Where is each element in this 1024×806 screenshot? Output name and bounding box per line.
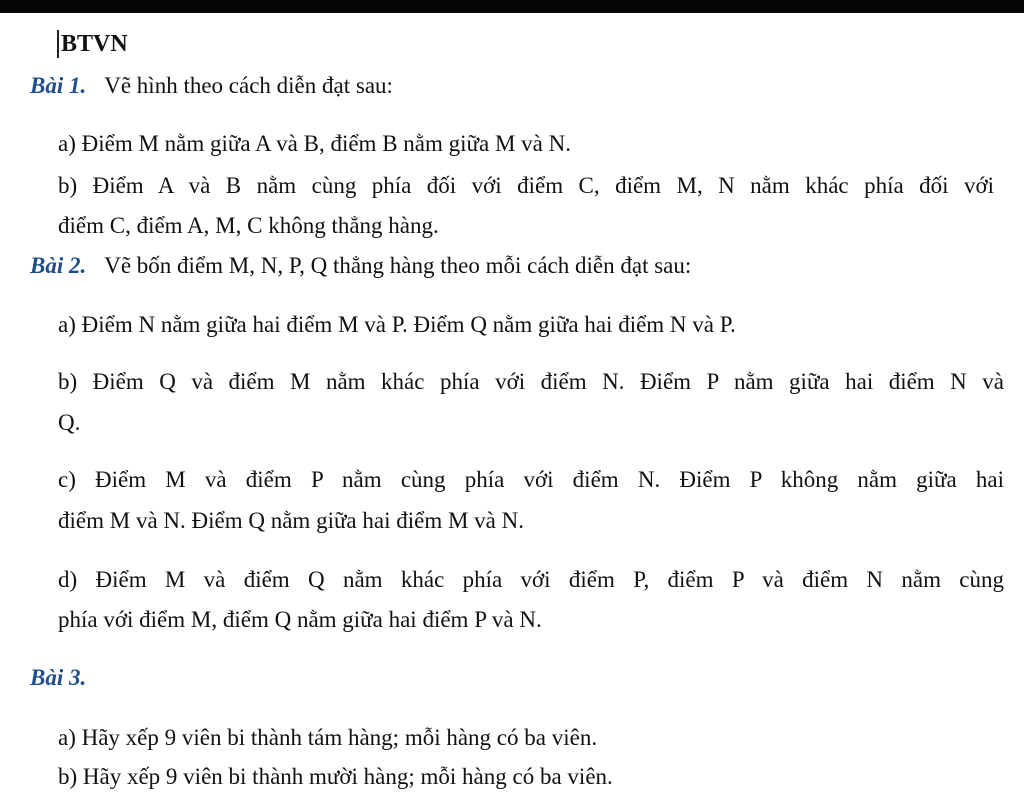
exercise-1-label: Bài 1. <box>30 73 87 98</box>
exercise-1-header <box>30 72 393 100</box>
exercise-3-label: Bài 3. <box>30 665 87 690</box>
exercise-3-item-b: b) Hãy xếp 9 viên bi thành mười hàng; mỗi hàng có ba viên. <box>58 764 613 789</box>
text-cursor <box>57 30 59 58</box>
exercise-2-item-d-line1: d) Điểm M và điểm Q nằm khác phía với điểm P, điểm P và điểm N nằm cùng <box>58 567 1004 592</box>
exercise-1-item-b-line2: điểm C, điểm A, M, C không thẳng hàng. <box>58 213 439 238</box>
exercise-3-item-a: a) Hãy xếp 9 viên bi thành tám hàng; mỗi hàng có ba viên. <box>58 725 598 750</box>
exercise-1-item-a: a) Điểm M nằm giữa A và B, điểm B nằm giữa M và N. <box>58 131 571 156</box>
top-black-bar <box>0 0 1024 13</box>
exercise-2-item-a: a) Điểm N nằm giữa hai điểm M và P. Điểm Q nằm giữa hai điểm N và P. <box>58 312 736 337</box>
exercise-2-item-d-line2: phía với điểm M, điểm Q nằm giữa hai điểm P và N. <box>58 607 542 632</box>
exercise-2-item-c-line1: c) Điểm M và điểm P nằm cùng phía với điểm N. Điểm P không nằm giữa hai <box>58 467 1004 492</box>
exercise-2-intro: Vẽ bốn điểm M, N, P, Q thẳng hàng theo mỗi cách diễn đạt sau: <box>104 253 692 278</box>
exercise-2-label: Bài 2. <box>30 253 87 278</box>
exercise-3-header <box>30 664 86 692</box>
exercise-2-header <box>30 252 691 280</box>
exercise-1-intro: Vẽ hình theo cách diễn đạt sau: <box>104 73 393 98</box>
exercise-2-item-b-line2: Q. <box>58 410 81 435</box>
exercise-1-item-b-line1: b) Điểm A và B nằm cùng phía đối với điểm C, điểm M, N nằm khác phía đối với <box>58 173 994 198</box>
page-title: BTVN <box>61 31 128 57</box>
exercise-2-item-b-line1: b) Điểm Q và điểm M nằm khác phía với điểm N. Điểm P nằm giữa hai điểm N và <box>58 369 1004 394</box>
exercise-2-item-c-line2: điểm M và N. Điểm Q nằm giữa hai điểm M và N. <box>58 508 524 533</box>
